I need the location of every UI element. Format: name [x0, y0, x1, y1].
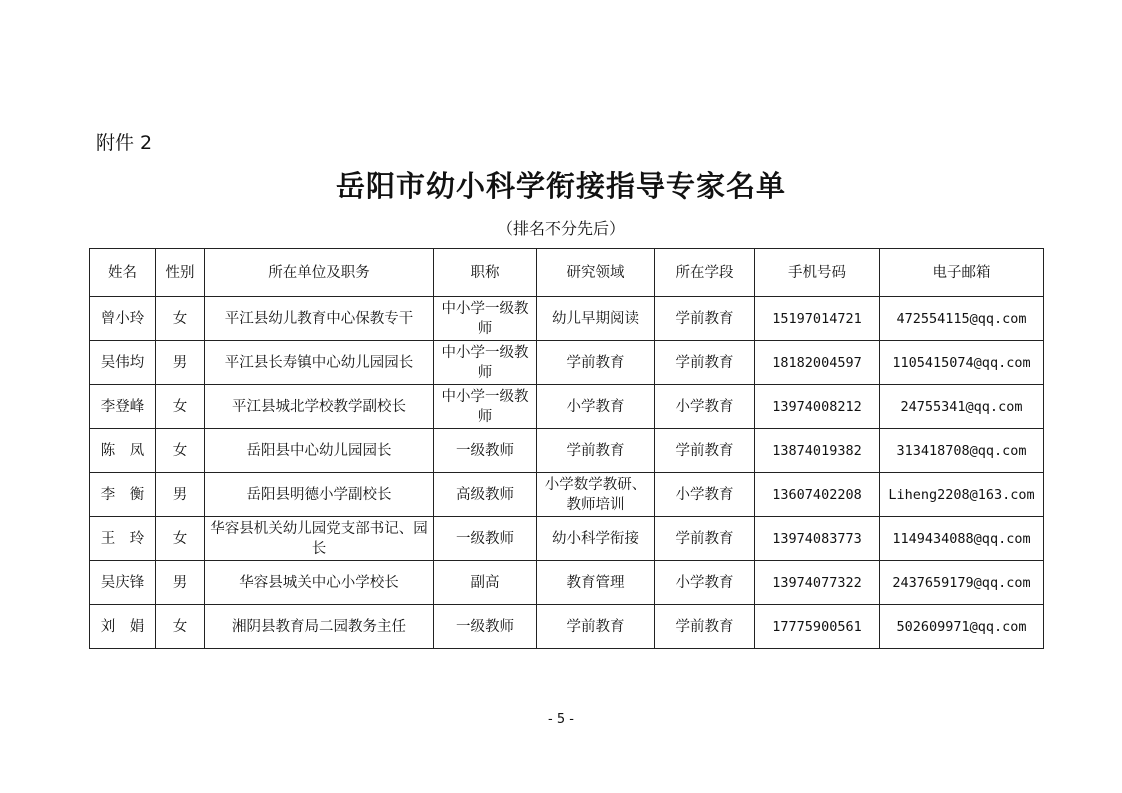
- cell-email: 1105415074@qq.com: [880, 341, 1044, 385]
- cell-title: 中小学一级教师: [434, 385, 537, 429]
- table-row: [90, 297, 1044, 341]
- cell-unit: 平江县城北学校教学副校长: [205, 385, 434, 429]
- header-phone: 手机号码: [755, 249, 880, 297]
- cell-name: 刘 娟: [90, 605, 156, 649]
- cell-name: 陈 凤: [90, 429, 156, 473]
- cell-phone: 13874019382: [755, 429, 880, 473]
- table-row: [90, 561, 1044, 605]
- cell-unit: 华容县机关幼儿园党支部书记、园长: [205, 517, 434, 561]
- cell-stage: 小学教育: [655, 561, 755, 605]
- cell-title: 副高: [434, 561, 537, 605]
- cell-phone: 13974008212: [755, 385, 880, 429]
- header-email: 电子邮箱: [880, 249, 1044, 297]
- cell-stage: 学前教育: [655, 605, 755, 649]
- cell-gender: 女: [156, 517, 205, 561]
- cell-name: 李登峰: [90, 385, 156, 429]
- header-gender: 性别: [156, 249, 205, 297]
- header-title: 职称: [434, 249, 537, 297]
- cell-title: 中小学一级教师: [434, 341, 537, 385]
- cell-stage: 小学教育: [655, 473, 755, 517]
- cell-phone: 13974083773: [755, 517, 880, 561]
- cell-stage: 学前教育: [655, 341, 755, 385]
- cell-name: 曾小玲: [90, 297, 156, 341]
- cell-email: 313418708@qq.com: [880, 429, 1044, 473]
- cell-email: 24755341@qq.com: [880, 385, 1044, 429]
- attachment-label: 附件 2: [96, 132, 153, 154]
- table-row: [90, 429, 1044, 473]
- table-row: [90, 605, 1044, 649]
- cell-phone: 18182004597: [755, 341, 880, 385]
- cell-gender: 男: [156, 561, 205, 605]
- cell-stage: 学前教育: [655, 297, 755, 341]
- cell-title: 中小学一级教师: [434, 297, 537, 341]
- cell-email: Liheng2208@163.com: [880, 473, 1044, 517]
- cell-unit: 岳阳县中心幼儿园园长: [205, 429, 434, 473]
- cell-unit: 湘阴县教育局二园教务主任: [205, 605, 434, 649]
- cell-gender: 女: [156, 385, 205, 429]
- cell-gender: 男: [156, 473, 205, 517]
- cell-field: 学前教育: [537, 341, 655, 385]
- table-row: [90, 385, 1044, 429]
- cell-gender: 女: [156, 429, 205, 473]
- table-row: [90, 341, 1044, 385]
- cell-phone: 15197014721: [755, 297, 880, 341]
- cell-stage: 学前教育: [655, 429, 755, 473]
- cell-field: 学前教育: [537, 429, 655, 473]
- document-subtitle: （排名不分先后）: [496, 219, 625, 238]
- expert-table: [89, 248, 1044, 649]
- cell-name: 吴庆锋: [90, 561, 156, 605]
- cell-gender: 女: [156, 297, 205, 341]
- cell-email: 2437659179@qq.com: [880, 561, 1044, 605]
- cell-email: 1149434088@qq.com: [880, 517, 1044, 561]
- page-number: - 5 -: [548, 712, 574, 727]
- header-stage: 所在学段: [655, 249, 755, 297]
- cell-stage: 学前教育: [655, 517, 755, 561]
- cell-phone: 13607402208: [755, 473, 880, 517]
- cell-field: 小学数学教研、教师培训: [537, 473, 655, 517]
- cell-unit: 岳阳县明德小学副校长: [205, 473, 434, 517]
- cell-field: 小学教育: [537, 385, 655, 429]
- cell-gender: 男: [156, 341, 205, 385]
- cell-unit: 平江县长寿镇中心幼儿园园长: [205, 341, 434, 385]
- header-field: 研究领域: [537, 249, 655, 297]
- cell-field: 教育管理: [537, 561, 655, 605]
- cell-email: 472554115@qq.com: [880, 297, 1044, 341]
- cell-email: 502609971@qq.com: [880, 605, 1044, 649]
- cell-name: 王 玲: [90, 517, 156, 561]
- cell-stage: 小学教育: [655, 385, 755, 429]
- cell-field: 学前教育: [537, 605, 655, 649]
- cell-title: 高级教师: [434, 473, 537, 517]
- cell-unit: 华容县城关中心小学校长: [205, 561, 434, 605]
- cell-field: 幼儿早期阅读: [537, 297, 655, 341]
- document-title: 岳阳市幼小科学衔接指导专家名单: [335, 169, 786, 203]
- cell-name: 李 衡: [90, 473, 156, 517]
- table-row: [90, 473, 1044, 517]
- cell-title: 一级教师: [434, 605, 537, 649]
- cell-name: 吴伟均: [90, 341, 156, 385]
- cell-phone: 17775900561: [755, 605, 880, 649]
- cell-phone: 13974077322: [755, 561, 880, 605]
- header-unit: 所在单位及职务: [205, 249, 434, 297]
- header-name: 姓名: [90, 249, 156, 297]
- cell-title: 一级教师: [434, 517, 537, 561]
- cell-title: 一级教师: [434, 429, 537, 473]
- table-header-row: [90, 249, 1044, 297]
- cell-field: 幼小科学衔接: [537, 517, 655, 561]
- cell-unit: 平江县幼儿教育中心保教专干: [205, 297, 434, 341]
- cell-gender: 女: [156, 605, 205, 649]
- table-row: [90, 517, 1044, 561]
